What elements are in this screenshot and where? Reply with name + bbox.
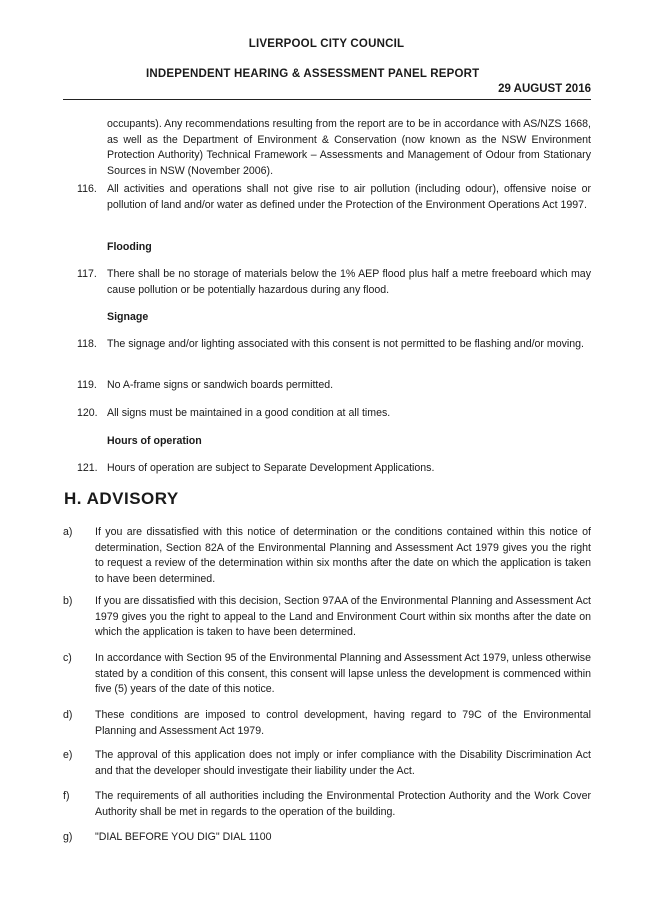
council-name: LIVERPOOL CITY COUNCIL [248, 38, 405, 50]
signage-heading: Signage [107, 311, 149, 323]
advisory-text: "DIAL BEFORE YOU DIG" DIAL 1100 [95, 831, 272, 843]
flooding-heading: Flooding [107, 241, 152, 253]
continuation-paragraph: occupants). Any recommendations resulting from the report are to be in accordance with AS/NZS 1668, as well as the Department of Environment & Conservation (now known as the NSW Environment Protection Authority) Technical Framework – Assessments and Management of Odour from Stationary Sources in NSW (November 2006). [107, 118, 591, 177]
condition-number: 120. [77, 407, 98, 419]
report-title: INDEPENDENT HEARING & ASSESSMENT PANEL REPORT [146, 68, 480, 80]
advisory-text: These conditions are imposed to control development, having regard to 79C of the Environmental Planning and Assessment Act 1979. [95, 709, 591, 737]
report-date: 29 AUGUST 2016 [498, 83, 591, 95]
condition-text: All signs must be maintained in a good condition at all times. [107, 407, 391, 419]
hours-heading: Hours of operation [107, 435, 202, 447]
advisory-text: In accordance with Section 95 of the Environmental Planning and Assessment Act 1979, unless otherwise stated by a condition of this consent, this consent will lapse unless the development is commenced within five (5) years of the date of this notice. [95, 652, 591, 695]
advisory-label: g) [63, 831, 73, 843]
advisory-text: If you are dissatisfied with this decision, Section 97AA of the Environmental Planning and Assessment Act 1979 gives you the right to appeal to the Land and Environment Court within six months after the date on which the application is taken to have been determined. [95, 595, 591, 638]
advisory-label: f) [63, 790, 70, 802]
condition-number: 121. [77, 462, 98, 474]
condition-number: 119. [77, 379, 97, 391]
condition-number: 117. [77, 268, 97, 280]
advisory-label: a) [63, 526, 73, 538]
advisory-heading: H. ADVISORY [64, 489, 179, 508]
condition-text: All activities and operations shall not give rise to air pollution (including odour), offensive noise or pollution of land and/or water as defined under the Protection of the Environment Operations Act 1997. [107, 183, 591, 211]
condition-text: The signage and/or lighting associated with this consent is not permitted to be flashing and/or moving. [107, 338, 584, 350]
advisory-label: c) [63, 652, 72, 664]
advisory-text: If you are dissatisfied with this notice of determination or the conditions contained within this notice of determination, Section 82A of the Environmental Planning and Assessment Act 1979 gives you the right to request a review of the determination within six months after the date on which the application is taken to have been determined. [95, 526, 591, 585]
condition-text: No A-frame signs or sandwich boards permitted. [107, 379, 334, 391]
advisory-label: e) [63, 749, 73, 761]
advisory-label: b) [63, 595, 73, 607]
condition-number: 116. [77, 183, 97, 195]
advisory-text: The requirements of all authorities including the Environmental Protection Authority and the Work Cover Authority shall be met in regards to the operation of the building. [95, 790, 591, 818]
condition-number: 118. [77, 338, 97, 350]
condition-text: Hours of operation are subject to Separate Development Applications. [107, 462, 435, 474]
advisory-text: The approval of this application does not imply or infer compliance with the Disability Discrimination Act and that the developer should investigate their liability under the Act. [95, 749, 591, 777]
header-rule [63, 99, 591, 100]
condition-text: There shall be no storage of materials below the 1% AEP flood plus half a metre freeboard which may cause pollution or be potentially hazardous during any flood. [107, 268, 591, 296]
advisory-label: d) [63, 709, 73, 721]
